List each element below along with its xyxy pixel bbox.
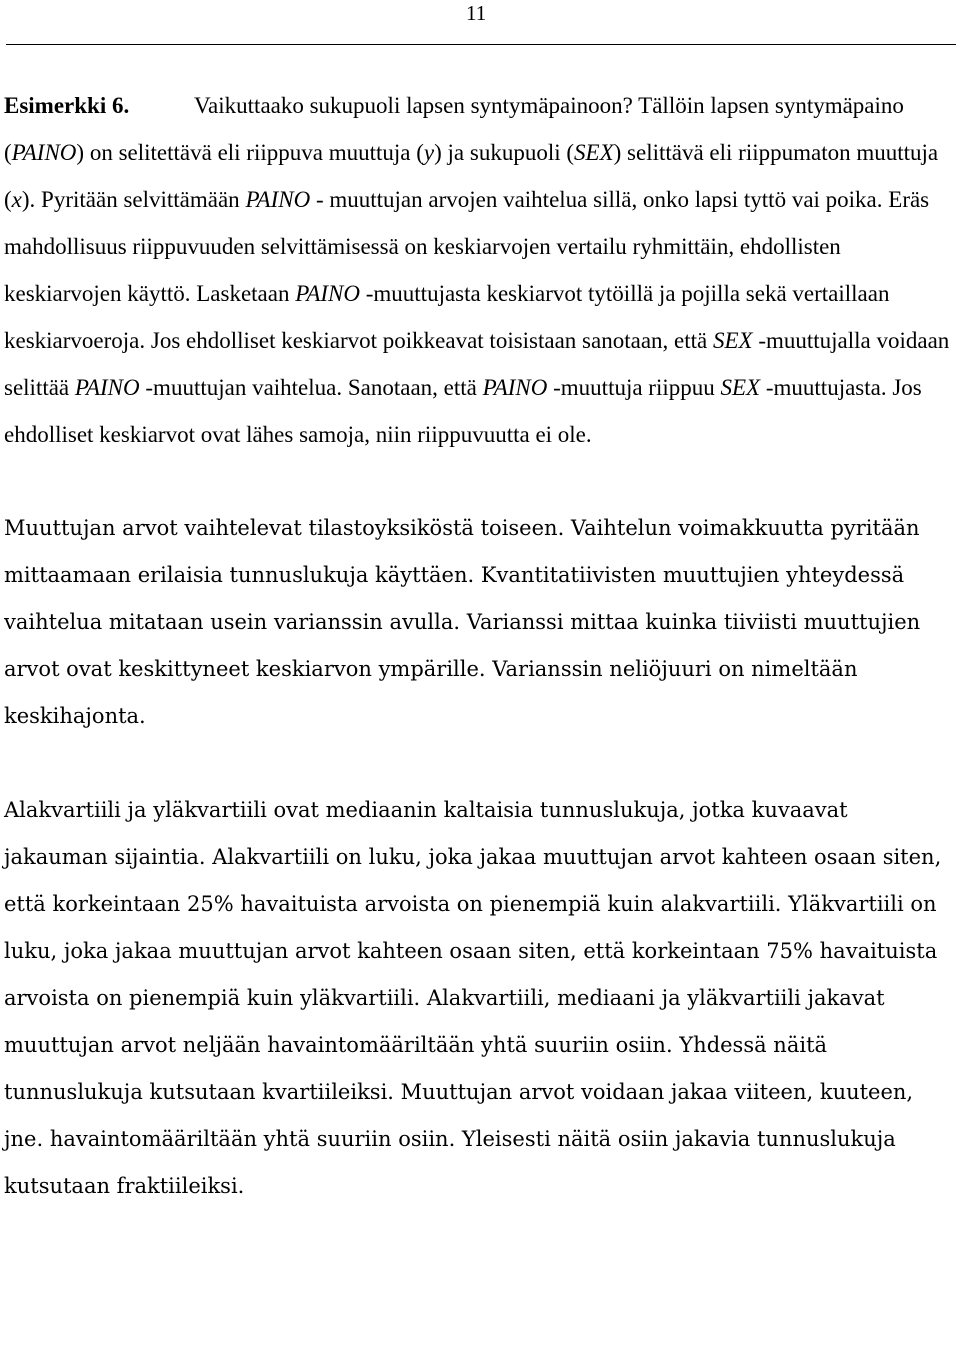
example-text-4: ) selittävä eli riippumaton muuttuja ( xyxy=(4,140,939,212)
document-body xyxy=(4,82,956,1210)
variable-paino: PAINO xyxy=(245,187,311,212)
variable-y: y xyxy=(423,140,435,165)
example-text-1: Vaikuttaako sukupuoli lapsen syntymäpainoon? Tällöin lapsen syntymäpaino ( xyxy=(4,93,904,165)
example-text-11: -muuttujasta. Jos ehdolliset keskiarvot ovat lähes samoja, niin riippuvuutta ei ole. xyxy=(4,375,922,447)
variable-x: x xyxy=(11,187,22,212)
variance-paragraph: Muuttujan arvot vaihtelevat tilastoyksiköstä toiseen. Vaihtelun voimakkuutta pyritään mittaamaan erilaisia tunnuslukuja käyttäen. Kvantitatiivisten muuttujien yhteydessä vaihtelua mitataan usein varianssin avulla. Varianssi mittaa kuinka tiiviisti muuttujien arvot ovat keskittyneet keskiarvon ympärille. Varianssin neliöjuuri on nimeltään keskihajonta. xyxy=(4,516,921,728)
example-text-10: -muuttuja riippuu xyxy=(547,375,721,400)
example-text-7: -muuttujasta keskiarvot tytöillä ja pojilla sekä vertaillaan keskiarvoeroja. Jos ehdolliset keskiarvot poikkeavat toisistaan sanotaan, että xyxy=(4,281,890,353)
variable-paino: PAINO xyxy=(11,140,77,165)
example-text-8: -muuttujalla voidaan selittää xyxy=(4,328,950,400)
quartiles-paragraph: Alakvartiili ja yläkvartiili ovat mediaanin kaltaisia tunnuslukuja, jotka kuvaavat jakauman sijaintia. Alakvartiili on luku, joka jakaa muuttujan arvot kahteen osaan siten, että korkeintaan 25% havaituista arvoista on pienempiä kuin alakvartiili. Yläkvartiili on luku, joka jakaa muuttujan arvot kahteen osaan siten, että korkeintaan 75% havaituista arvoista on pienempiä kuin yläkvartiili. Alakvartiili, mediaani ja yläkvartiili jakavat muuttujan arvot neljään havaintomääriltään yhtä suuriin osiin. Yhdessä näitä tunnuslukuja kutsutaan kvartiileiksi. Muuttujan arvot voidaan jakaa viiteen, kuuteen, jne. havaintomääriltään yhtä suuriin osiin. Yleisesti näitä osiin jakavia tunnuslukuja kutsutaan fraktiileiksi. xyxy=(4,798,942,1198)
example-text-6: - muuttujan arvojen vaihtelua sillä, onko lapsi tyttö vai poika. Eräs mahdollisuus riippuvuuden selvittämisessä on keskiarvojen vertailu ryhmittäin, ehdollisten keskiarvojen käyttö. Lasketaan xyxy=(4,187,930,306)
variable-sex: SEX xyxy=(574,140,614,165)
example-heading: Esimerkki 6. xyxy=(4,93,130,118)
header-rule xyxy=(6,44,956,45)
variable-paino: PAINO xyxy=(295,281,360,306)
example-text-5: ). Pyritään selvittämään xyxy=(21,187,246,212)
example-text-9: -muuttujan vaihtelua. Sanotaan, että xyxy=(139,375,483,400)
variable-paino: PAINO xyxy=(74,375,140,400)
example-paragraph xyxy=(4,82,956,458)
page-number: 11 xyxy=(466,1,487,25)
variable-sex: SEX xyxy=(712,328,753,353)
example-text-2: ) on selitettävä eli riippuva muuttuja ( xyxy=(76,140,424,165)
variable-paino: PAINO xyxy=(482,375,548,400)
variable-sex: SEX xyxy=(720,375,761,400)
example-text-3: ) ja sukupuoli ( xyxy=(434,140,575,165)
